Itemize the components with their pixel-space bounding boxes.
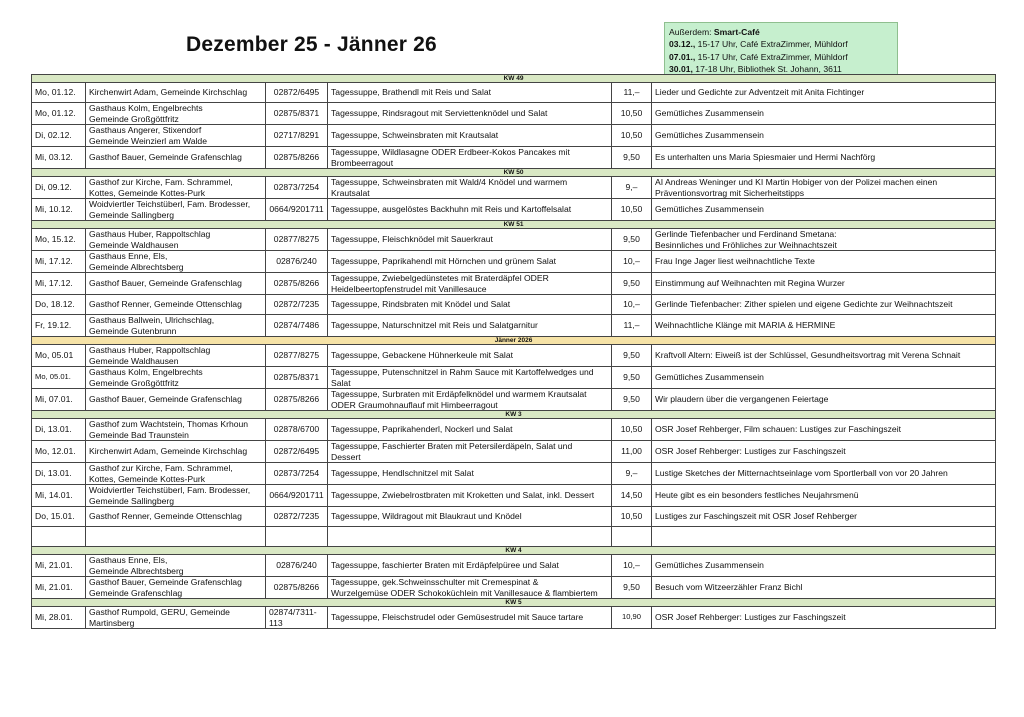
table-row [32,485,996,507]
week-label: KW 5 [32,599,996,607]
phone-cell: 02873/7254 [266,463,328,485]
week-label: KW 50 [32,169,996,177]
menu-line: Tagessuppe, Paprikahenderl, Nockerl und Salat [331,424,513,435]
venue-line: Gemeinde Bad Traunstein [89,429,189,440]
venue-line: Gasthof zum Wachtstein, Thomas Krhoun [89,419,249,430]
price-cell: 14,50 [612,485,652,507]
price-cell: 10,50 [612,507,652,527]
program-line: Präventionsvortrag mit Sicherheitstipps [655,187,805,198]
menu-cell [328,485,612,507]
venue-line: Martinsberg [89,617,135,628]
program-cell [652,251,996,273]
table-row [32,577,996,599]
program-cell [652,295,996,315]
program-cell [652,345,996,367]
price-cell: 10,50 [612,199,652,221]
phone-cell: 02875/8266 [266,273,328,295]
menu-line: ODER Graumohnauflauf mit Himbeerragout [331,399,498,410]
program-cell [652,485,996,507]
venue-cell [86,251,266,273]
date-cell: Mo, 05.01. [32,367,86,389]
week-label: KW 4 [32,547,996,555]
week-separator-row [32,75,996,83]
venue-cell [86,577,266,599]
phone-cell: 02876/240 [266,555,328,577]
venue-cell [86,103,266,125]
program-line: Heute gibt es ein besonders festliches Neujahrsmenü [655,490,859,501]
phone-cell: 0664/9201711 [266,199,328,221]
price-cell: 9,50 [612,345,652,367]
price-cell: 10,90 [612,607,652,629]
menu-cell [328,555,612,577]
phone-cell: 02875/8371 [266,367,328,389]
table-row [32,527,996,547]
venue-cell [86,389,266,411]
venue-cell [86,607,266,629]
phone-cell [266,527,328,547]
date-cell: Mi, 07.01. [32,389,86,411]
schedule-body [32,75,996,629]
date-cell [32,527,86,547]
date-cell: Di, 13.01. [32,463,86,485]
smart-cafe-info-box [664,22,898,75]
program-line: Gemütliches Zusammensein [655,560,764,571]
menu-cell [328,419,612,441]
program-line: AI Andreas Weninger und KI Martin Hobiger von der Polizei machen einen [655,177,938,188]
venue-cell [86,177,266,199]
venue-line: Gasthaus Kolm, Engelbrechts [89,103,203,114]
venue-cell [86,125,266,147]
table-row [32,147,996,169]
program-cell [652,555,996,577]
table-row [32,367,996,389]
venue-line: Gasthof Bauer, Gemeinde Grafenschlag [89,577,242,588]
menu-cell [328,229,612,251]
venue-cell [86,83,266,103]
phone-cell: 0664/9201711 [266,485,328,507]
venue-line: Gemeinde Albrechtsberg [89,565,184,576]
program-line: Gemütliches Zusammensein [655,372,764,383]
date-cell: Mi, 14.01. [32,485,86,507]
program-line: Lustige Sketches der Mitternachtseinlage vom Sportlerball von vor 20 Jahren [655,468,948,479]
venue-line: Gasthaus Huber, Rappoltschlag [89,229,211,240]
venue-line: Kottes, Gemeinde Kottes-Purk [89,187,206,198]
program-line: Gemütliches Zusammensein [655,130,764,141]
program-cell [652,577,996,599]
venue-line: Gasthof Bauer, Gemeinde Grafenschlag [89,152,242,163]
page-title: Dezember 25 - Jänner 26 [186,33,437,56]
venue-cell [86,441,266,463]
date-cell: Mo, 05.01 [32,345,86,367]
price-cell: 10,– [612,555,652,577]
program-cell [652,199,996,221]
info-box-heading-prefix: Außerdem: [669,27,714,37]
menu-cell [328,577,612,599]
price-cell: 10,50 [612,419,652,441]
menu-cell [328,125,612,147]
venue-line: Gasthaus Angerer, Stixendorf [89,125,202,136]
menu-cell [328,177,612,199]
program-line: Frau Inge Jager liest weihnachtliche Texte [655,256,815,267]
date-cell: Do, 15.01. [32,507,86,527]
date-cell: Mi, 21.01. [32,577,86,599]
program-line: Wir plaudern über die vergangenen Feiertage [655,394,829,405]
phone-cell: 02872/7235 [266,507,328,527]
table-row [32,555,996,577]
menu-line: Tagessuppe, Wildragout mit Blaukraut und Knödel [331,511,522,522]
venue-line: Kirchenwirt Adam, Gemeinde Kirchschlag [89,446,248,457]
program-cell [652,463,996,485]
info-box-line [669,38,893,50]
week-label: KW 3 [32,411,996,419]
program-line: Gerlinde Tiefenbacher und Ferdinand Smetana: [655,229,837,240]
table-row [32,315,996,337]
venue-line: Kirchenwirt Adam, Gemeinde Kirchschlag [89,87,248,98]
venue-cell [86,229,266,251]
table-row [32,607,996,629]
week-separator-row [32,337,996,345]
menu-cell [328,607,612,629]
menu-line: Tagessuppe, Fleischknödel mit Sauerkraut [331,234,493,245]
menu-cell [328,345,612,367]
program-cell [652,419,996,441]
menu-cell [328,199,612,221]
menu-line: Tagessuppe, Zwiebelgedünstetes mit Braterdäpfel ODER [331,273,549,284]
menu-cell [328,251,612,273]
venue-line: Gasthaus Enne, Els, [89,251,168,262]
menu-cell [328,147,612,169]
program-cell [652,147,996,169]
week-label: Jänner 2026 [32,337,996,345]
program-cell [652,177,996,199]
phone-cell: 02872/6495 [266,441,328,463]
menu-cell [328,389,612,411]
venue-line: Gasthaus Kolm, Engelbrechts [89,367,203,378]
program-line: OSR Josef Rehberger, Film schauen: Lustiges zur Faschingszeit [655,424,901,435]
week-label: KW 49 [32,75,996,83]
week-separator-row [32,411,996,419]
menu-line: Krautsalat [331,187,370,198]
program-cell [652,527,996,547]
schedule-table [31,74,996,629]
week-separator-row [32,547,996,555]
menu-line: Tagessuppe, Zwiebelrostbraten mit Kroketten und Salat, inkl. Dessert [331,490,595,501]
menu-line: Tagessuppe, Rindsragout mit Serviettenknödel und Salat [331,108,548,119]
phone-line: 113 [269,617,283,628]
program-cell [652,125,996,147]
week-separator-row [32,169,996,177]
program-cell [652,367,996,389]
info-box-text: 17-18 Uhr, Bibliothek St. Johann, 3611 [692,64,842,75]
info-box-text: 15-17 Uhr, Café ExtraZimmer, Mühldorf [695,39,848,50]
venue-cell [86,273,266,295]
venue-line: Gasthof zur Kirche, Fam. Schrammel, [89,463,233,474]
price-cell: 10,50 [612,125,652,147]
date-cell: Mi, 17.12. [32,273,86,295]
info-box-heading [669,26,893,38]
venue-line: Gasthof Bauer, Gemeinde Grafenschlag [89,394,242,405]
menu-line: Tagessuppe, Wildlasagne ODER Erdbeer-Kokos Pancakes mit [331,147,570,158]
phone-cell: 02875/8371 [266,103,328,125]
info-box-line [669,51,893,63]
menu-line: Salat [331,377,351,388]
menu-line: Heidelbeertopfenstrudel mit Vanillesauce [331,283,487,294]
date-cell: Do, 18.12. [32,295,86,315]
program-cell [652,607,996,629]
phone-cell: 02878/6700 [266,419,328,441]
menu-line: Tagessuppe, faschierter Braten mit Erdäpfelpüree und Salat [331,560,559,571]
menu-line: Tagessuppe, Brathendl mit Reis und Salat [331,87,492,98]
program-line: Lieder und Gedichte zur Adventzeit mit Anita Fichtinger [655,87,865,98]
program-cell [652,83,996,103]
venue-line: Woidviertler Teichstüberl, Fam. Brodesser, [89,485,251,496]
program-line: Besinnliches und Fröhliches zur Weihnachtszeit [655,239,837,250]
menu-cell [328,367,612,389]
program-line: Lustiges zur Faschingszeit mit OSR Josef Rehberger [655,511,858,522]
venue-line: Gasthof Renner, Gemeinde Ottenschlag [89,511,242,522]
week-label: KW 51 [32,221,996,229]
info-box-heading-title: Smart-Café [713,27,760,37]
price-cell: 11,00 [612,441,652,463]
venue-line: Gemeinde Großgöttfritz [89,377,179,388]
price-cell: 9,50 [612,229,652,251]
date-cell: Mi, 03.12. [32,147,86,169]
menu-line: Tagessuppe, Putenschnitzel in Rahm Sauce mit Kartoffelwedges und [331,367,594,378]
menu-cell [328,315,612,337]
phone-cell: 02876/240 [266,251,328,273]
menu-line: Tagessuppe, Schweinsbraten mit Wald/4 Knödel und warmem [331,177,568,188]
phone-cell: 02872/7235 [266,295,328,315]
venue-cell [86,507,266,527]
date-cell: Mo, 01.12. [32,103,86,125]
date-cell: Di, 09.12. [32,177,86,199]
venue-cell [86,147,266,169]
table-row [32,199,996,221]
price-cell: 9,50 [612,147,652,169]
program-line: Besuch vom Witzeerzähler Franz Bichl [655,582,803,593]
menu-cell [328,295,612,315]
table-row [32,125,996,147]
menu-line: Wurzelgemüse ODER Schokoküchlein mit Vanillesauce & flambiertem [331,587,598,598]
program-line: Gemütliches Zusammensein [655,204,764,215]
menu-cell [328,507,612,527]
phone-cell: 02875/8266 [266,389,328,411]
week-separator-row [32,221,996,229]
venue-line: Gemeinde Waldhausen [89,355,179,366]
table-row [32,507,996,527]
venue-line: Gasthaus Enne, Els, [89,555,168,566]
table-row [32,441,996,463]
program-line: Weihnachtliche Klänge mit MARIA & HERMINE [655,320,836,331]
program-cell [652,103,996,125]
menu-line: Tagessuppe, ausgelöstes Backhuhn mit Reis und Kartoffelsalat [331,204,572,215]
venue-line: Gemeinde Gutenbrunn [89,325,177,336]
menu-line: Brombeerragout [331,157,394,168]
program-cell [652,507,996,527]
table-row [32,229,996,251]
program-line: Einstimmung auf Weihnachten mit Regina Wurzer [655,278,845,289]
venue-line: Kottes, Gemeinde Kottes-Purk [89,473,206,484]
menu-cell [328,273,612,295]
venue-cell [86,199,266,221]
date-cell: Mi, 28.01. [32,607,86,629]
venue-line: Gasthof Rumpold, GERU, Gemeinde [89,607,230,618]
table-row [32,419,996,441]
phone-cell: 02717/8291 [266,125,328,147]
table-row [32,295,996,315]
venue-line: Gemeinde Albrechtsberg [89,261,184,272]
menu-cell [328,441,612,463]
price-cell [612,527,652,547]
venue-line: Gemeinde Sallingberg [89,209,175,220]
date-cell: Fr, 19.12. [32,315,86,337]
price-cell: 9,– [612,177,652,199]
program-line: Gemütliches Zusammensein [655,108,764,119]
price-cell: 9,50 [612,273,652,295]
venue-line: Gasthof Bauer, Gemeinde Grafenschlag [89,278,242,289]
venue-line: Gasthof zur Kirche, Fam. Schrammel, [89,177,233,188]
menu-cell [328,527,612,547]
date-cell: Mo, 15.12. [32,229,86,251]
venue-line: Gemeinde Weinzierl am Walde [89,135,207,146]
week-separator-row [32,599,996,607]
phone-cell [266,607,328,629]
program-line: OSR Josef Rehberger: Lustiges zur Faschingszeit [655,446,846,457]
menu-line: Tagessuppe, Fleischstrudel oder Gemüsestrudel mit Sauce tartare [331,612,584,623]
table-row [32,103,996,125]
venue-cell [86,527,266,547]
program-cell [652,229,996,251]
menu-line: Tagessuppe, Paprikahendl mit Hörnchen und grünem Salat [331,256,557,267]
price-cell: 11,– [612,315,652,337]
menu-cell [328,103,612,125]
table-row [32,463,996,485]
date-cell: Mo, 01.12. [32,83,86,103]
program-line: OSR Josef Rehberger: Lustiges zur Faschingszeit [655,612,846,623]
phone-cell: 02874/7486 [266,315,328,337]
menu-line: Tagessuppe, Faschierter Braten mit Petersilerdäpeln, Salat und [331,441,573,452]
menu-cell [328,463,612,485]
info-box-date: 30.01, [669,64,693,75]
venue-cell [86,463,266,485]
program-line: Gerlinde Tiefenbacher: Zither spielen und eigene Gedichte zur Weihnachtszeit [655,299,953,310]
phone-cell: 02873/7254 [266,177,328,199]
venue-cell [86,345,266,367]
table-row [32,83,996,103]
venue-line: Woidviertler Teichstüberl, Fam. Brodesser, [89,199,251,210]
menu-line: Tagessuppe, Surbraten mit Erdäpfelknödel und warmem Krautsalat [331,389,587,400]
venue-cell [86,485,266,507]
price-cell: 9,50 [612,367,652,389]
phone-line: 02874/7311- [269,607,317,618]
venue-cell [86,555,266,577]
venue-line: Gasthof Renner, Gemeinde Ottenschlag [89,299,242,310]
venue-cell [86,295,266,315]
venue-cell [86,367,266,389]
table-row [32,177,996,199]
venue-line: Gasthaus Huber, Rappoltschlag [89,345,211,356]
date-cell: Di, 02.12. [32,125,86,147]
price-cell: 9,50 [612,389,652,411]
menu-line: Tagessuppe, gek.Schweinsschulter mit Cremespinat & [331,577,539,588]
venue-line: Gemeinde Waldhausen [89,239,179,250]
venue-cell [86,315,266,337]
phone-cell: 02875/8266 [266,147,328,169]
date-cell: Mi, 10.12. [32,199,86,221]
table-row [32,389,996,411]
price-cell: 9,– [612,463,652,485]
info-box-text: 15-17 Uhr, Café ExtraZimmer, Mühldorf [695,51,848,62]
program-line: Kraftvoll Altern: Eiweiß ist der Schlüssel, Gesundheitsvortrag mit Verena Schnait [655,350,961,361]
venue-line: Gemeinde Sallingberg [89,495,175,506]
date-cell: Mo, 12.01. [32,441,86,463]
menu-line: Tagessuppe, Schweinsbraten mit Krautsalat [331,130,499,141]
date-cell: Mi, 17.12. [32,251,86,273]
venue-line: Gemeinde Großgöttfritz [89,113,179,124]
phone-cell: 02877/8275 [266,229,328,251]
date-cell: Di, 13.01. [32,419,86,441]
table-row [32,273,996,295]
table-row [32,251,996,273]
menu-line: Tagessuppe, Gebackene Hühnerkeule mit Salat [331,350,514,361]
price-cell: 10,50 [612,103,652,125]
menu-line: Tagessuppe, Naturschnitzel mit Reis und Salatgarnitur [331,320,538,331]
phone-cell: 02872/6495 [266,83,328,103]
program-line: Es unterhalten uns Maria Spiesmaier und Hermi Nachförg [655,152,876,163]
phone-cell: 02877/8275 [266,345,328,367]
program-cell [652,441,996,463]
info-box-date: 03.12., [669,39,696,50]
price-cell: 9,50 [612,577,652,599]
venue-cell [86,419,266,441]
info-box-date: 07.01., [669,51,696,62]
menu-cell [328,83,612,103]
table-row [32,345,996,367]
price-cell: 11,– [612,83,652,103]
price-cell: 10,– [612,251,652,273]
menu-line: Tagessuppe, Rindsbraten mit Knödel und Salat [331,299,511,310]
menu-line: Tagessuppe, Hendlschnitzel mit Salat [331,468,474,479]
program-cell [652,315,996,337]
menu-line: Dessert [331,451,361,462]
date-cell: Mi, 21.01. [32,555,86,577]
program-cell [652,389,996,411]
phone-cell: 02875/8266 [266,577,328,599]
venue-line: Gemeinde Grafenschlag [89,587,183,598]
venue-line: Gasthaus Ballwein, Ulrichschlag, [89,315,215,326]
program-cell [652,273,996,295]
price-cell: 10,– [612,295,652,315]
